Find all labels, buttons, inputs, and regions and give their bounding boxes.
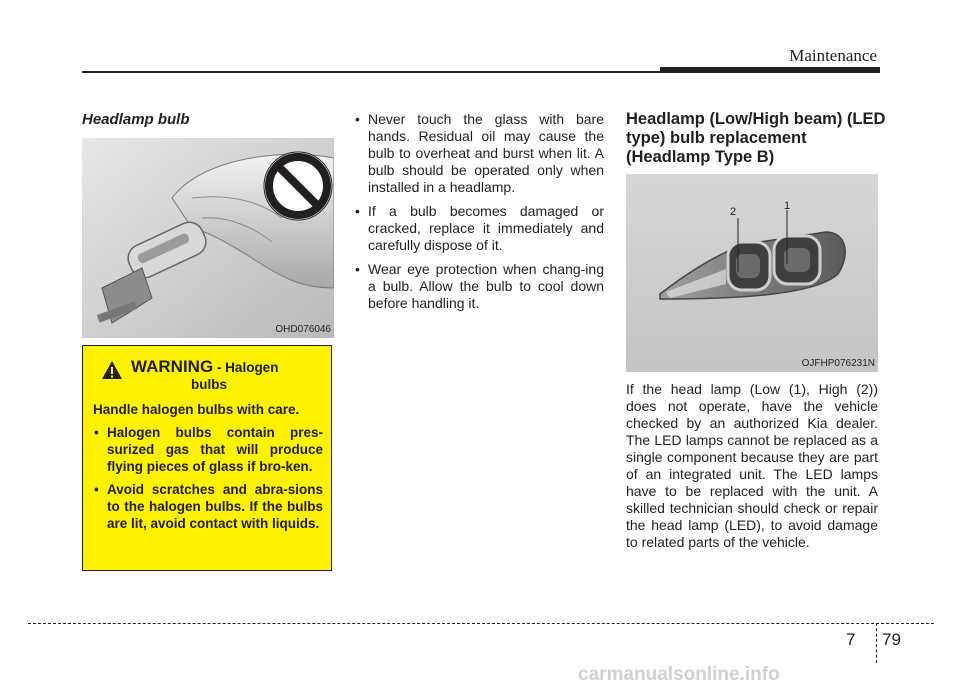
led-headlamp-image bbox=[626, 174, 878, 372]
warning-triangle-icon bbox=[101, 360, 123, 380]
callout-2: 2 bbox=[730, 206, 737, 218]
header-rule bbox=[82, 71, 662, 73]
chapter-number: 7 bbox=[846, 630, 856, 649]
section-title: Maintenance bbox=[789, 46, 877, 65]
list-item: • Avoid scratches and abra-sions to the halogen bulbs. If the bulbs are lit, avoid contact with liquids. bbox=[93, 481, 323, 532]
footer-rule bbox=[28, 623, 934, 624]
figure-code: OJFHP076231N bbox=[801, 358, 875, 369]
precautions-list bbox=[354, 111, 604, 319]
header-rule-thick bbox=[660, 67, 880, 73]
list-item: • If a bulb becomes damaged or cracked, replace it immediately and carefully dispose of it. bbox=[354, 203, 604, 254]
body-paragraph: If the head lamp (Low (1), High (2)) does not operate, have the vehicle checked by an authorized Kia dealer. The LED lamps cannot be replaced as a single component because they are part of an integrated unit. The LED lamps have to be replaced with the unit. A skilled technician should check or repair the head lamp (LED), to avoid damage to related parts of the vehicle. bbox=[626, 381, 878, 550]
list-item: • Halogen bulbs contain pres-surized gas that will produce flying pieces of glass if bro-ken. bbox=[93, 424, 323, 475]
figure-code: OHD076046 bbox=[275, 324, 331, 335]
list-item: • Wear eye protection when chang-ing a bulb. Allow the bulb to cool down before handling it. bbox=[354, 261, 604, 312]
section-heading: Headlamp (Low/High beam) (LED type) bulb replacement (Headlamp Type B) bbox=[626, 110, 886, 166]
page-number: 79 bbox=[882, 630, 901, 649]
warning-subject: - Halogen bbox=[216, 360, 279, 375]
footer-divider bbox=[876, 623, 877, 663]
warning-label: WARNING bbox=[131, 357, 214, 376]
warning-box bbox=[82, 345, 332, 571]
warning-list bbox=[93, 424, 323, 532]
watermark: carmanualsonline.info bbox=[578, 664, 780, 685]
warning-intro: Handle halogen bulbs with care. bbox=[93, 402, 300, 417]
halogen-bulb-photo bbox=[82, 138, 334, 338]
subsection-heading: Headlamp bulb bbox=[82, 111, 190, 128]
callout-1: 1 bbox=[784, 200, 791, 212]
list-item: • Never touch the glass with bare hands. Residual oil may cause the bulb to overheat and burst when lit. A bulb should be operated only when installed in a headlamp. bbox=[354, 111, 604, 196]
warning-subject-cont: bulbs bbox=[191, 377, 227, 392]
